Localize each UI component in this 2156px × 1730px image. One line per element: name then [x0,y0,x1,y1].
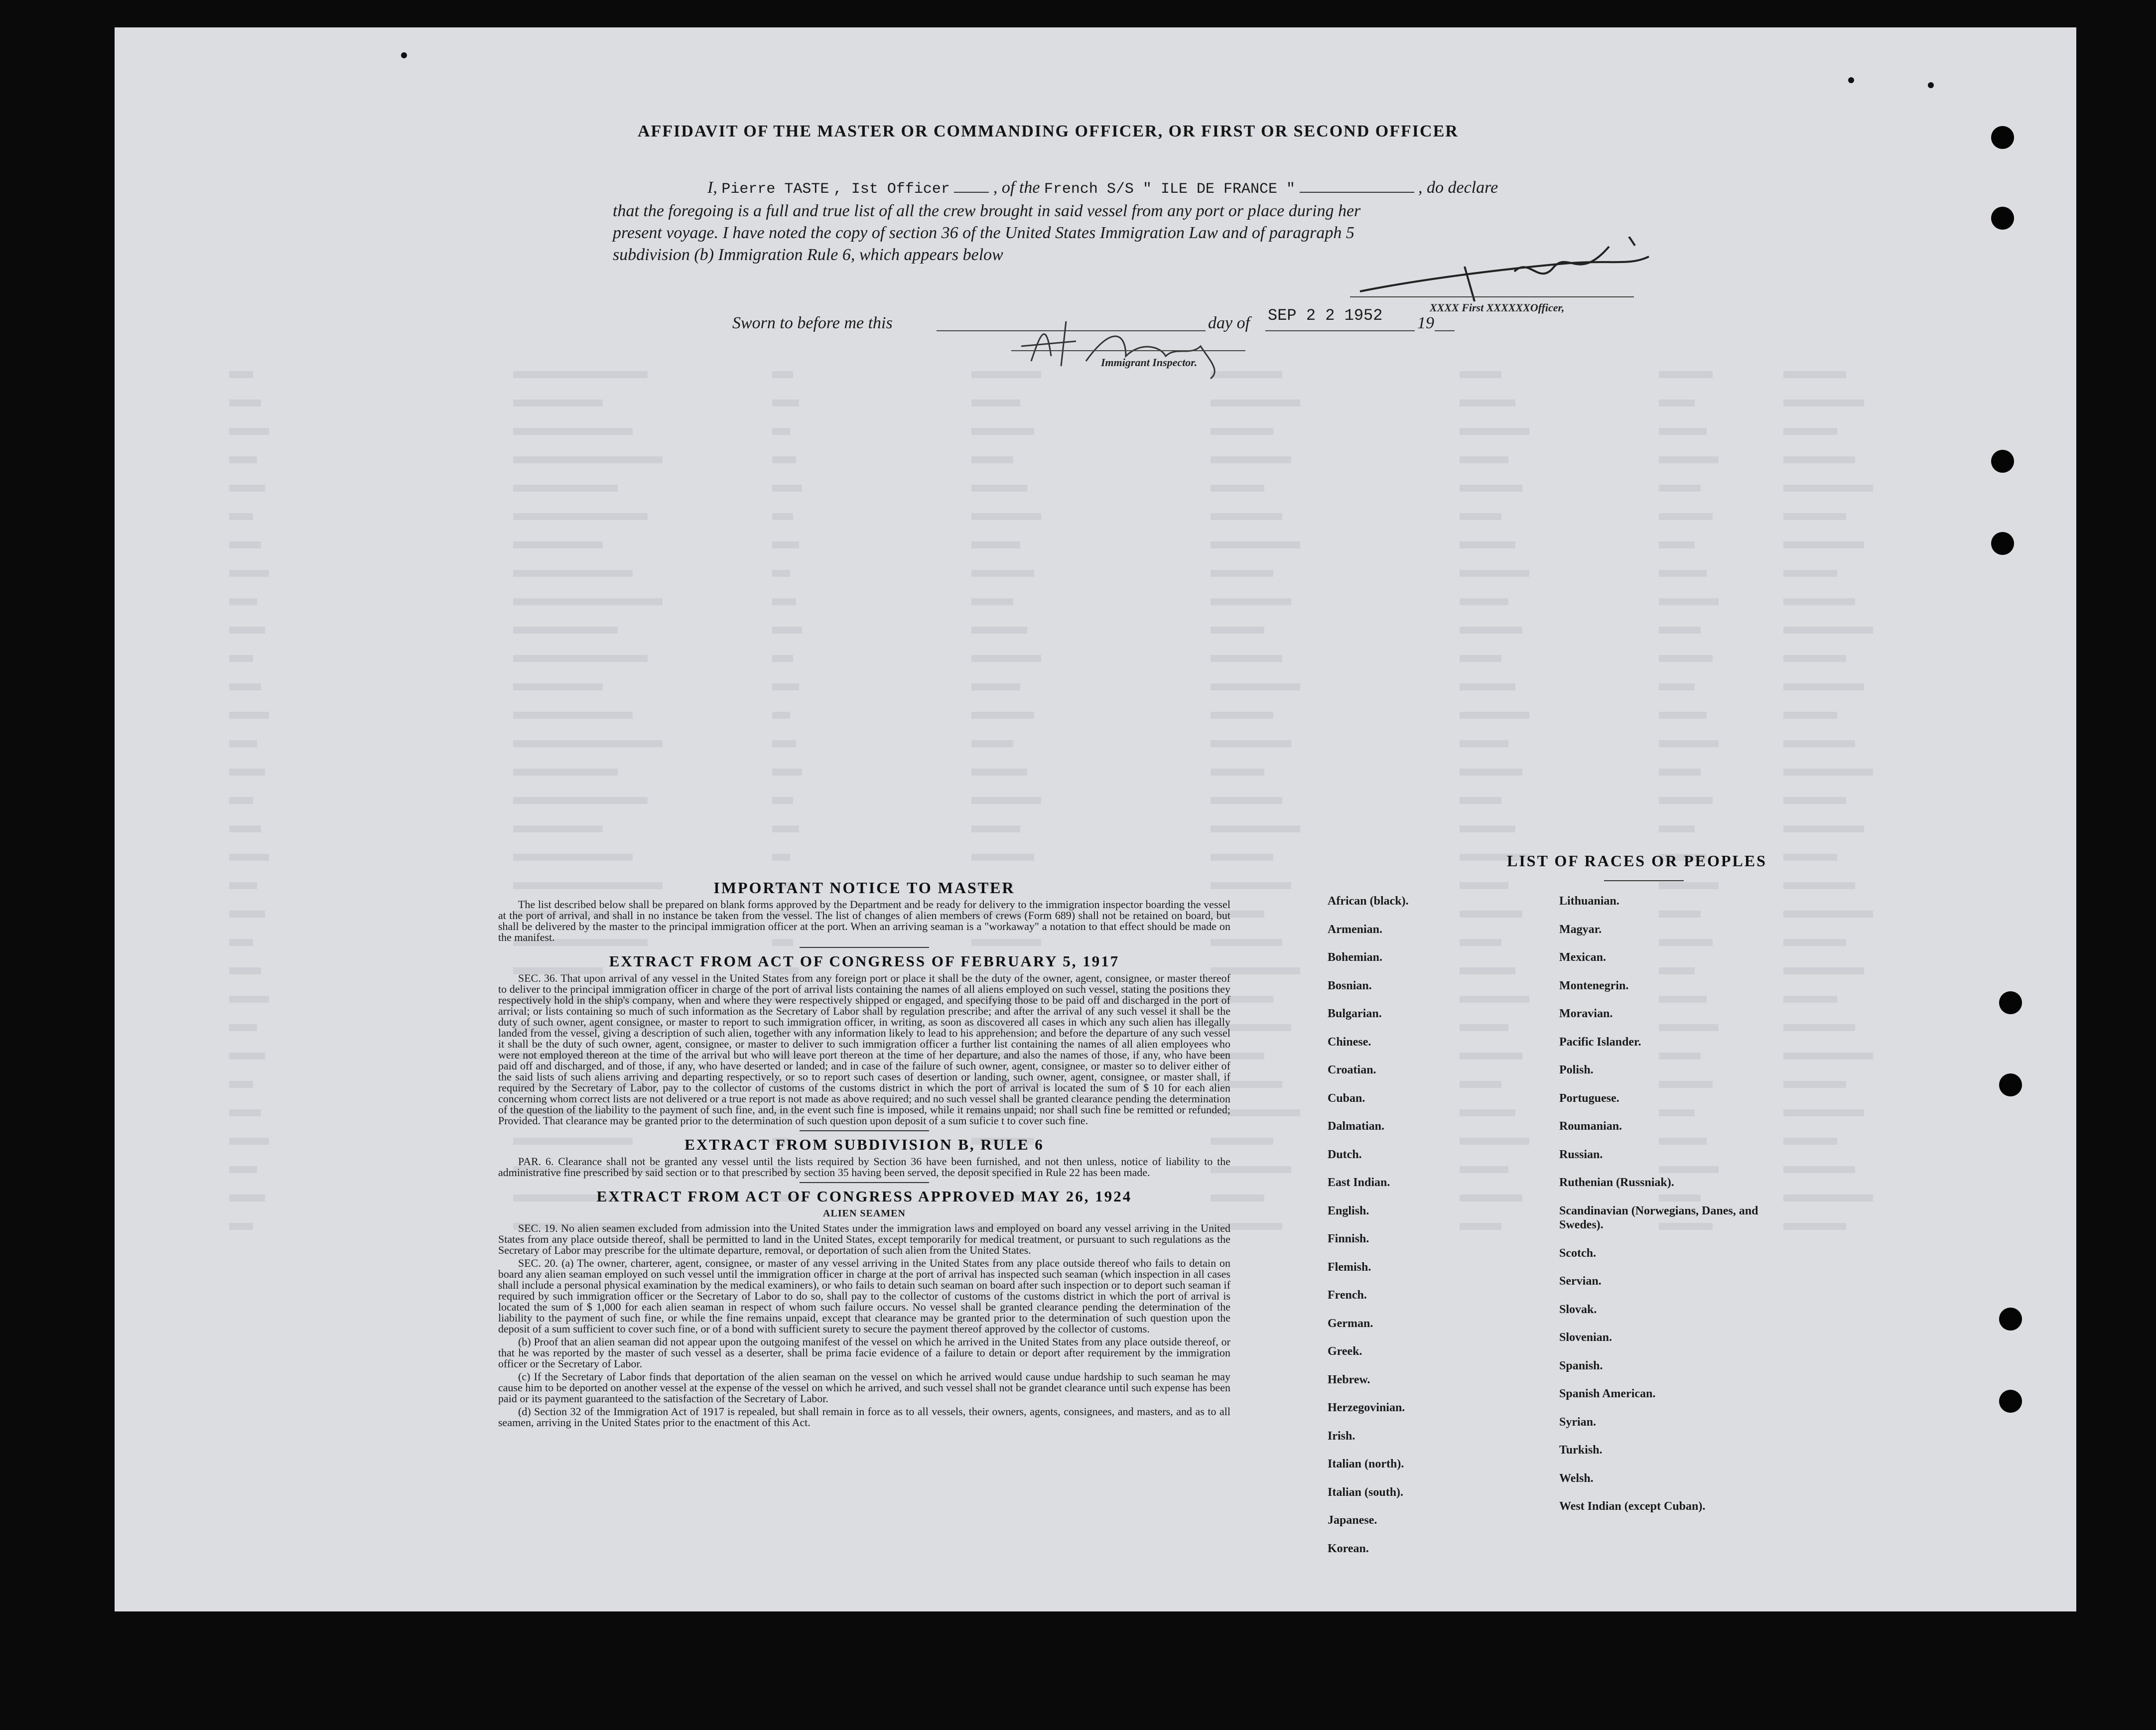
race-item: Magyar. [1559,923,1602,936]
race-item: West Indian (except Cuban). [1559,1500,1706,1513]
punch-hole [1991,126,2014,149]
ghost-mark [971,598,1013,605]
ghost-mark [513,854,633,861]
race-item: Bohemian. [1328,951,1383,964]
race-item: Italian (south). [1328,1485,1404,1499]
ghost-mark [971,854,1034,861]
inspector-label: Immigrant Inspector. [1101,356,1198,369]
ghost-mark [1460,513,1501,520]
ghost-mark [1460,712,1529,719]
divider [800,1182,929,1183]
race-item: Syrian. [1559,1415,1597,1429]
affidavit-line-4: subdivision (b) Immigration Rule 6, which appears below [613,246,1003,264]
officer-signature [1350,237,1699,311]
race-item: German. [1328,1317,1373,1330]
ghost-mark [1460,825,1515,832]
sec-19-body: SEC. 19. No alien seamen excluded from admission into the United States under the immigration laws and employed on board any vessel arriving in the United States from any place outside thereof, shall be permitted to land in the United States, except temporarily for medical treatment, or pursuant to such regulations as the Secretary of Labor may prescribe for the ultimate departure, removal, or deportation of such alien from the United States. [498,1222,1230,1256]
ghost-mark [1783,627,1873,634]
ghost-mark [1211,797,1282,804]
ghost-mark [1783,1223,1846,1230]
race-item: Japanese. [1328,1514,1377,1527]
ghost-mark [1460,371,1501,378]
ghost-mark [229,939,253,946]
punch-hole [1991,207,2014,230]
ghost-mark [229,485,265,492]
race-item: Scotch. [1559,1246,1596,1260]
ghost-mark [1783,371,1846,378]
ghost-mark [1460,769,1522,776]
of-the-text: , of the [993,178,1040,197]
divider [800,947,929,948]
ghost-mark [1783,1138,1837,1145]
race-item: Herzegovinian. [1328,1401,1405,1414]
ghost-mark [1211,541,1300,548]
race-item: Scandinavian (Norwegians, Danes, and Swedes). [1559,1204,1758,1231]
ghost-mark [229,513,253,520]
race-item: Dutch. [1328,1148,1362,1161]
ghost-mark [1460,797,1501,804]
ghost-mark [1783,797,1846,804]
ghost-mark [971,712,1034,719]
ghost-mark [229,1081,253,1088]
ghost-mark [971,655,1041,662]
ghost-mark [772,456,796,463]
ghost-mark [971,570,1034,577]
affidavit-line-3: present voyage. I have noted the copy of section 36 of the United States Immigration Law and of paragraph 5 [613,224,1354,242]
ghost-mark [1460,627,1522,634]
ghost-mark [772,825,799,832]
punch-hole [1999,991,2022,1014]
ghost-mark [1783,996,1837,1003]
ghost-mark [513,683,603,690]
ghost-mark [772,740,796,747]
ghost-mark [772,541,799,548]
race-item: Chinese. [1328,1035,1371,1049]
sec-20d-body: (d) Section 32 of the Immigration Act of 1917 is repealed, but shall remain in force as to all vessels, their owners, agents, consignees, and masters, and as to all seamen, arriving in the United States prior to the enactment of this Act. [498,1405,1230,1429]
punch-hole [1999,1308,2022,1331]
rule-6-title: EXTRACT FROM SUBDIVISION B, RULE 6 [684,1136,1044,1153]
race-item: Slovenian. [1559,1331,1613,1344]
ghost-mark [1211,399,1300,406]
ghost-mark [1659,541,1695,548]
ghost-mark [971,541,1020,548]
ghost-mark [513,627,618,634]
races-title: LIST OF RACES OR PEOPLES [1507,852,1767,870]
ghost-mark [1659,683,1695,690]
ghost-mark [229,882,257,889]
sworn-text: Sworn to before me this [732,314,893,332]
race-item: Pacific Islander. [1559,1035,1641,1049]
race-item: Bosnian. [1328,979,1372,992]
race-item: Servian. [1559,1275,1602,1288]
act-1924-title: EXTRACT FROM ACT OF CONGRESS APPROVED MAY 26, 1924 [596,1188,1132,1205]
ghost-mark [1659,428,1707,435]
ghost-mark [229,911,265,918]
important-notice-section [498,874,1230,1430]
race-item: Russian. [1559,1148,1603,1161]
ghost-mark [1659,769,1701,776]
ghost-mark [229,1109,261,1116]
do-declare-text: , do declare [1418,178,1498,197]
ghost-mark [1211,570,1273,577]
ghost-mark [971,740,1013,747]
sec-20b-body: (b) Proof that an alien seaman did not appear upon the outgoing manifest of the vessel on which he arrived in the United States from any place outside thereof, or that he was reported by the master of such vessel as a deserter, shall be prima facie evidence of a failure to detain or deport after requirement by the immigration officer or the Secretary of Labor. [498,1335,1230,1370]
ghost-mark [1659,456,1719,463]
notice-title: IMPORTANT NOTICE TO MASTER [713,879,1015,897]
ghost-mark [513,712,633,719]
ghost-mark [1460,882,1508,889]
ghost-mark [772,627,802,634]
ghost-mark [1783,456,1855,463]
ghost-mark [1211,485,1264,492]
ghost-mark [1783,570,1837,577]
race-item: Spanish American. [1559,1387,1656,1400]
ghost-mark [772,683,799,690]
race-item: Moravian. [1559,1007,1613,1020]
race-item: Slovak. [1559,1303,1597,1316]
officer-name: Pierre TASTE [721,181,829,198]
ghost-mark [1659,712,1707,719]
ghost-mark [229,825,261,832]
ghost-mark [1659,882,1719,889]
ghost-mark [229,1195,265,1201]
affidavit-title: AFFIDAVIT OF THE MASTER OR COMMANDING OFFICER, OR FIRST OR SECOND OFFICER [638,122,1459,140]
punch-hole [1991,532,2014,555]
ghost-mark [513,371,648,378]
ghost-mark [772,598,796,605]
ghost-mark [1783,712,1837,719]
ghost-mark [1783,1109,1864,1116]
ghost-mark [229,996,269,1003]
ghost-mark [229,769,265,776]
ghost-mark [772,371,793,378]
ghost-mark [229,371,253,378]
ghost-mark [229,1223,253,1230]
ghost-mark [1659,825,1695,832]
ghost-mark [1783,513,1846,520]
ghost-mark [1783,911,1873,918]
race-item: Mexican. [1559,951,1606,964]
ghost-mark [513,456,663,463]
race-item: Ruthenian (Russniak). [1559,1176,1674,1189]
ship-name: French S/S " ILE DE FRANCE " [1044,181,1295,198]
ghost-mark [971,428,1034,435]
ghost-mark [1211,513,1282,520]
ghost-mark [513,513,648,520]
ghost-mark [1783,655,1846,662]
race-item: Armenian. [1328,923,1382,936]
ghost-mark [772,712,790,719]
race-item: English. [1328,1204,1369,1217]
ghost-mark [1783,598,1855,605]
year-suffix: 19 [1417,314,1434,332]
ghost-mark [229,428,269,435]
act-1917-title: EXTRACT FROM ACT OF CONGRESS OF FEBRUARY 5, 1917 [609,952,1120,970]
notice-body: The list described below shall be prepared on blank forms approved by the Department and be ready for delivery to the immigration inspector boarding the vessel at the port of arrival, and shall in no instance be taken from the vessel. The list of changes of alien members of crews (Form 689) shall not be retained on board, but shall be delivered by the master to the principal immigration officer at the port. When an arriving seaman is a "workaway" a notation to that effect should be made on the manifest. [498,898,1230,943]
ghost-mark [1460,683,1515,690]
ghost-mark [229,1053,265,1060]
ghost-mark [772,655,793,662]
ghost-mark [1211,598,1291,605]
ghost-mark [229,1024,257,1031]
ghost-mark [772,854,790,861]
ghost-mark [1783,769,1873,776]
punch-hole [1999,1390,2022,1413]
ghost-mark [1659,371,1713,378]
ghost-mark [513,769,618,776]
speck [1928,82,1934,88]
ghost-mark [1783,882,1855,889]
races-divider [1604,880,1684,881]
ghost-mark [1783,428,1837,435]
ghost-mark [229,740,257,747]
divider [800,1130,929,1131]
sec-20a-body: SEC. 20. (a) The owner, charterer, agent, consignee, or master of any vessel arriving in the United States from any place outside thereof who fails to detain on board any alien seaman employed on such vessel until the immigration officer in charge at the port of arrival has inspected such seaman (which inspection in all cases shall include a personal physical examination by the medical examiners), or who fails to detain such seaman on board after such inspection or to deport such seaman if required by such immigration officer or the Secretary of Labor to do so, shall pay to the collector of customs of the customs district in which the port of arrival is located the sum of $ 1,000 for each alien seaman in respect of whom such failure occurs. No vessel shall be granted clearance pending the determination of the liability to the payment of such fine, or while the fine remains unpaid, except that clearance may be granted prior to the determination of such question upon the deposit of a sum sufficient to cover such fine, or of a bond with sufficient surety to secure the payment thereof approved by the collector of customs. [498,1257,1230,1335]
ghost-mark [772,485,802,492]
ghost-mark [772,399,799,406]
race-item: Portuguese. [1559,1091,1619,1105]
ghost-mark [229,655,253,662]
race-item: Flemish. [1328,1260,1371,1274]
punch-hole [1999,1073,2022,1096]
race-item: Italian (north). [1328,1458,1404,1470]
ghost-mark [971,399,1020,406]
ghost-mark [1460,456,1508,463]
race-item: African (black). [1328,895,1409,908]
race-item: Irish. [1328,1429,1355,1443]
race-item: Welsh. [1559,1471,1594,1485]
ghost-mark [1783,399,1864,406]
ghost-mark [229,967,261,974]
ghost-mark [1211,769,1264,776]
race-item: Finnish. [1328,1232,1369,1245]
ghost-mark [1783,541,1864,548]
act-1917-body: SEC. 36. That upon arrival of any vessel in the United States from any foreign port or place it shall be the duty of the owner, agent, consignee, or master thereof to deliver to the principal immigration officer in charge of the port of arrival lists containing the names of all aliens employed on such vessel, stating the positions they respectively hold in the ship's company, when and where they were respectively shipped or engaged, and specifying those to be paid off and discharged in the port of arrival; or lists containing so much of such information as the Secretary of Labor shall by regulation prescribe; and after the arrival of any such vessel it shall be the duty of such owner, agent consignee, or master to report to such immigration officer, in writing, as soon as discovered all cases in which any such alien has illegally landed from the vessel, giving a description of such alien, together with any information likely to lead to his apprehension; and before the departure of any such vessel it shall be the duty of such owner, agent, consignee, or master to deliver to such immigration officer a further list containing the names of all alien employees who were not employed thereon at the time of the arrival but who will leave port thereon at the time of her departure, and also the names of those, if any, who have been paid off and discharged, and of those, if any, who have deserted or landed; and in case of the failure of such owner, agent, consignee, or master so to deliver either of the said lists of such aliens arriving and departing respectively, or so to report such cases of desertion or landing, such owner, agent, consignee, or master shall, if required by the Secretary of Labor, pay to the collector of customs of the customs district in which the port of arrival is located the sum of $ 10 for each alien concerning whom correct lists are not delivered or a true report is not made as above required; and no such vessel shall be granted clearance pending the determination of the question of the liability to the payment of such fine, and, in the event such fine is imposed, while it remains unpaid; nor shall such fine be remitted or refunded; Provided. That clearance may be granted prior to the determination of such question upon deposit of a sum suficie t to cover such fine. [498,972,1230,1127]
ghost-mark [1783,1081,1846,1088]
ghost-mark [513,399,603,406]
ghost-mark [1783,854,1837,861]
ghost-mark [1460,485,1522,492]
ghost-mark [971,683,1020,690]
ghost-mark [1460,428,1529,435]
ghost-mark [1460,655,1501,662]
ghost-mark [1659,598,1719,605]
sworn-year-line [1435,330,1455,331]
ghost-mark [1783,967,1864,974]
ghost-mark [1659,655,1713,662]
race-item: French. [1328,1289,1367,1302]
ghost-mark [1659,740,1719,747]
ghost-mark [1783,1195,1873,1201]
ghost-mark [772,769,802,776]
ghost-mark [1783,1024,1855,1031]
races-left-column [1328,894,1537,1570]
race-item: Croatian. [1328,1064,1376,1076]
race-item: Hebrew. [1328,1373,1370,1386]
races-right-column [1559,894,1768,1529]
race-item: Polish. [1559,1064,1594,1076]
ghost-mark [1211,456,1291,463]
race-item: Korean. [1328,1542,1369,1555]
ghost-mark [1783,825,1864,832]
i-prefix: I, [707,178,717,197]
ghost-mark [772,797,793,804]
ghost-mark [772,513,793,520]
race-item: Turkish. [1559,1444,1603,1457]
ghost-mark [513,485,618,492]
ghost-mark [513,797,648,804]
ghost-mark [772,428,790,435]
race-item: Bulgarian. [1328,1007,1382,1020]
ghost-mark [513,598,663,605]
ghost-mark [971,513,1041,520]
race-item: Roumanian. [1559,1120,1622,1133]
ghost-mark [1659,513,1713,520]
officer-rank: , Ist Officer [833,181,950,198]
punch-hole [1991,450,2014,473]
speck [401,52,407,58]
speck [1848,77,1854,83]
ghost-mark [971,485,1027,492]
ghost-mark [1460,541,1515,548]
ghost-mark [1460,570,1529,577]
ghost-mark [513,428,633,435]
ghost-mark [971,797,1041,804]
officer-label: XXXX First XXXXXXOfficer, [1430,301,1565,314]
document-page [115,27,2076,1611]
ghost-mark [513,570,633,577]
date-stamp: SEP 2 2 1952 [1268,306,1383,325]
ghost-mark [513,825,603,832]
race-item: Montenegrin. [1559,979,1629,992]
ghost-mark [229,627,265,634]
ghost-mark [1211,655,1282,662]
ghost-mark [229,1166,257,1173]
officer-signature-line [1350,296,1634,297]
ghost-mark [1211,627,1264,634]
ghost-mark [513,541,603,548]
ghost-mark [229,683,261,690]
ghost-mark [1211,712,1273,719]
ghost-mark [971,769,1027,776]
race-item: Greek. [1328,1345,1362,1358]
ghost-mark [229,399,261,406]
ghost-mark [1211,854,1273,861]
ghost-mark [1659,485,1701,492]
ghost-mark [1211,428,1273,435]
ghost-mark [1211,683,1300,690]
ghost-mark [772,570,790,577]
inspector-signature-line [1011,350,1245,351]
ghost-mark [1783,740,1855,747]
ghost-mark [229,456,257,463]
day-of-text: day of [1208,314,1250,332]
rule-6-body: PAR. 6. Clearance shall not be granted any vessel until the lists required by Section 36 have been furnished, and not then unless, notice of liability to the administrative fine prescribed by said section or to that prescribed by section 35 having been served, the deposit specified in Rule 22 has been made. [498,1155,1230,1179]
affidavit-line-1 [613,177,1634,200]
ghost-mark [513,655,648,662]
ghost-mark [1460,399,1515,406]
alien-seamen-subtitle: ALIEN SEAMEN [823,1208,906,1219]
ghost-mark [1783,485,1873,492]
ghost-mark [1659,570,1707,577]
race-item: Cuban. [1328,1091,1365,1105]
race-item: Spanish. [1559,1359,1603,1372]
ghost-mark [229,570,269,577]
ghost-mark [1460,740,1508,747]
ghost-mark [229,797,253,804]
race-item: Dalmatian. [1328,1120,1384,1133]
ghost-mark [1783,1053,1873,1060]
ghost-mark [229,854,269,861]
race-item: East Indian. [1328,1176,1390,1189]
ghost-mark [1659,399,1695,406]
ghost-mark [1460,598,1508,605]
ghost-mark [1211,825,1300,832]
ghost-mark [971,627,1027,634]
ghost-mark [1659,797,1713,804]
ghost-mark [971,456,1013,463]
ghost-mark [229,598,257,605]
inspector-signature [1011,311,1290,381]
ghost-mark [1783,939,1846,946]
ghost-mark [1211,740,1291,747]
affidavit-line-2: that the foregoing is a full and true list of all the crew brought in said vessel from any port or place during her [613,202,1361,220]
ghost-mark [1783,1166,1855,1173]
ghost-mark [229,712,269,719]
race-item: Lithuanian. [1559,895,1619,908]
ghost-mark [971,825,1020,832]
ghost-mark [1659,627,1701,634]
ghost-mark [513,740,663,747]
ghost-mark [229,541,261,548]
ghost-mark [1783,683,1864,690]
ghost-mark [229,1138,269,1145]
sec-20c-body: (c) If the Secretary of Labor finds that deportation of the alien seaman on the vessel on which he arrived would cause undue hardship to such seaman he may cause him to be deported on another vessel at the expense of the vessel on which he arrived, and such vessel shall not be grandet clearance until such expense has been paid or its payment guaranteed to the satisfaction of the Secretary of Labor. [498,1370,1230,1405]
